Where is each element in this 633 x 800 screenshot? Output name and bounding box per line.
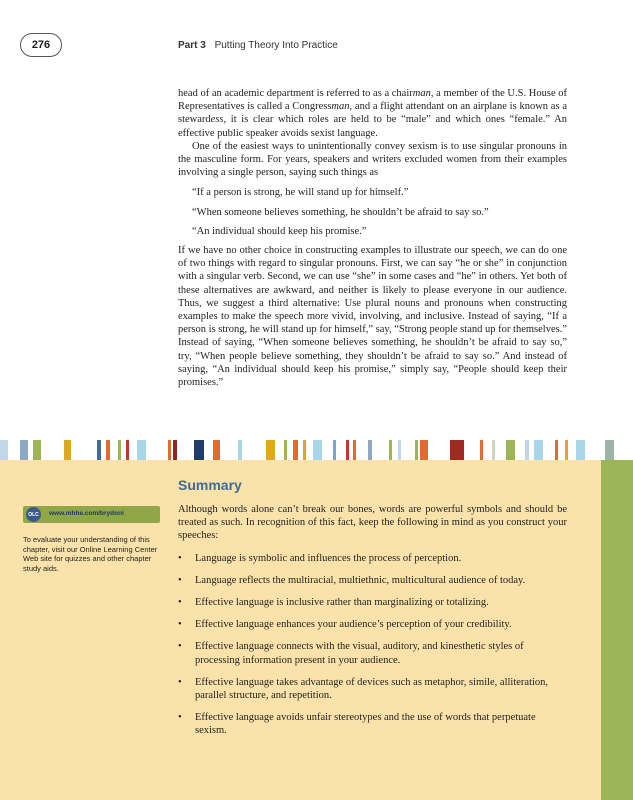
part-title: Putting Theory Into Practice [214,40,338,51]
olc-url[interactable]: www.mhhe.com/brydoni [49,510,124,517]
list-item: • Effective language takes advantage of devices such as metaphor, simile, alliteration, parallel structure, and repetition. [178,676,549,702]
sidebar-note: To evaluate your understanding of this chapter, visit our Online Learning Center Web site for quizzes and other chapter study aids. [23,535,158,573]
side-accent-bar [601,460,633,800]
olc-link-badge[interactable] [23,506,160,523]
list-item: • Effective language connects with the visual, auditory, and kinesthetic styles of processing information present in your audience. [178,641,524,666]
list-item: • Language reflects the multiracial, multiethnic, multicultural audience of today. [178,574,526,586]
quote-3: “An individual should keep his promise.” [192,225,367,237]
list-item: • Effective language is inclusive rather than marginalizing or totalizing. [178,597,489,609]
paragraph-2: One of the easiest ways to unintentionally convey sexism is to use singular pronouns in the masculine form. For years, speakers and writers excluded women from their examples involving a single person, saying such things as [178,140,567,179]
running-head [178,40,338,51]
olc-logo-icon: OLC [26,507,41,522]
summary-list [178,552,567,738]
paragraph-3: If we have no other choice in constructing examples to illustrate our speech, we can do one of two things with regard to singular pronouns. First, we can say “he or she” in conjunction with a singular verb. Second, we can use “she” in some cases and “he” in others. Yet both of these alternatives are awkward, and neither is likely to please everyone in our audience. Thus, we suggest a third alternative: Use plural nouns and pronouns when constructing examples to make the speech more vivid, involving, and inclusive. Instead of saying, “If a person is strong, he will stand up for himself,” say, “Strong people stand up for themselves.” Instead of saying, “When someone believes something, he shouldn’t be afraid to say so,” try, “When people believe something, they shouldn’t be afraid to say so.” And instead of saying, “An individual should keep his promise,” simply say, “People should keep their promises.” [178,245,567,389]
summary-title: Summary [178,477,242,493]
page-number: 276 [20,33,62,57]
list-item: • Effective language enhances your audience’s perception of your credibility. [178,619,512,631]
quote-2: “When someone believes something, he shouldn’t be afraid to say so.” [192,206,489,218]
body-text [178,87,567,389]
paragraph-1: head of an academic department is referred to as a chairman, a member of the U.S. House of Representatives is called a Congressman, and a flight attendant on an airplane is known as a stewardess, it is clear which roles are held to be “male” and which ones “female.” An effective public speaker avoids sexist language. [178,88,568,139]
quote-1: “If a person is strong, he will stand up for himself.” [192,187,409,199]
list-item: • Language is symbolic and influences the process of perception. [178,552,462,564]
part-label: Part 3 [178,40,206,51]
summary-text [178,503,567,747]
example-quotes [192,186,567,238]
decorative-color-strip [0,440,633,460]
list-item: • Effective language avoids unfair stereotypes and the use of words that perpetuate sexism. [178,712,536,737]
summary-intro: Although words alone can’t break our bones, words are powerful symbols and should be treated as such. In recognition of this fact, keep the following in mind as you construct your speeches: [178,504,567,542]
